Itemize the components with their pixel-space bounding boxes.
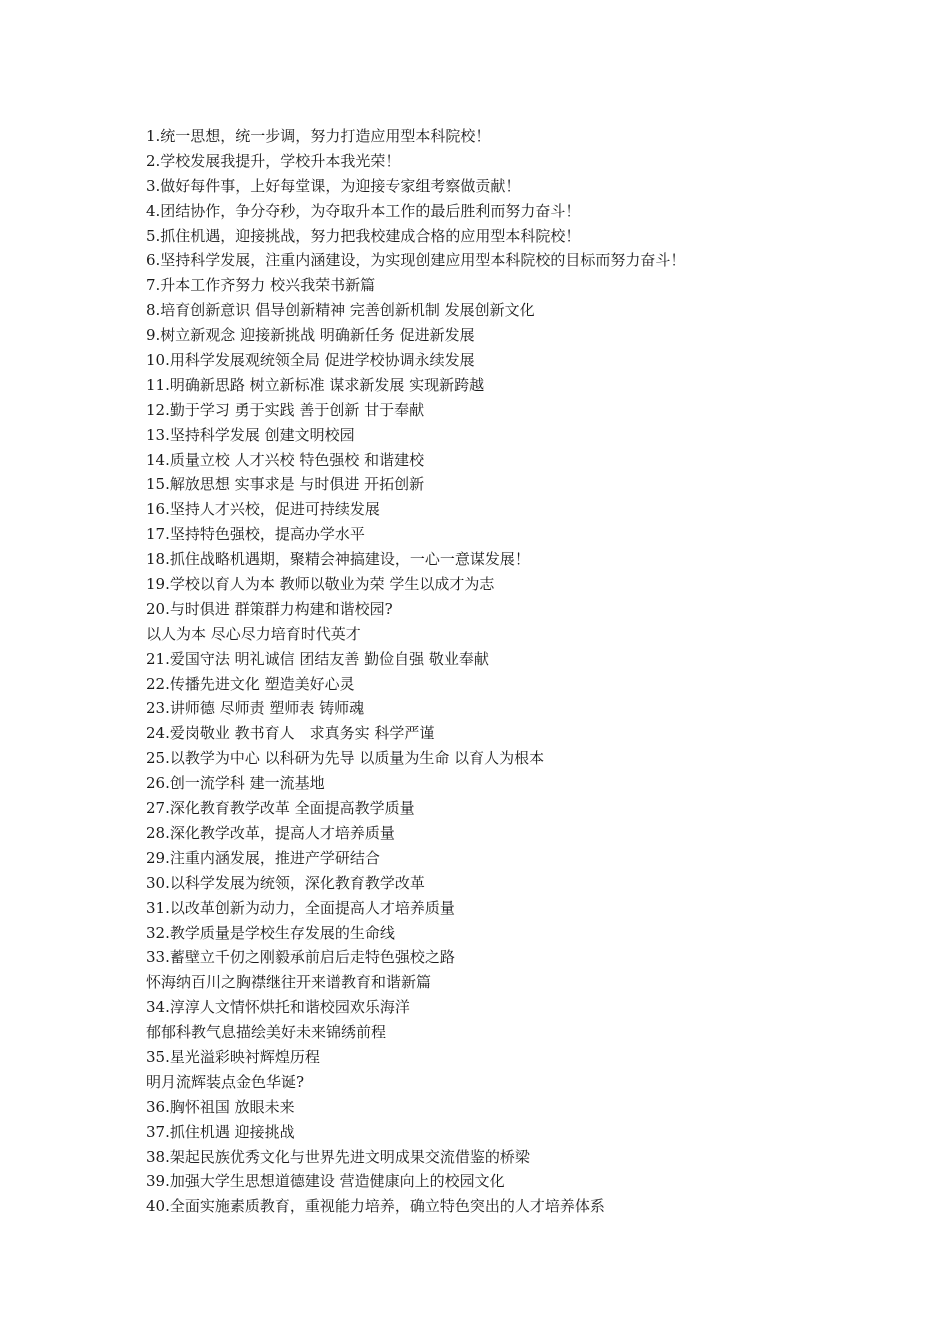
slogan-line: 15.解放思想 实事求是 与时俱进 开拓创新 (146, 475, 425, 494)
slogan-line: 2.学校发展我提升，学校升本我光荣！ (146, 151, 401, 170)
slogan-line: 27.深化教育教学改革 全面提高教学质量 (146, 799, 415, 818)
slogan-line: 40.全面实施素质教育，重视能力培养，确立特色突出的人才培养体系 (146, 1197, 605, 1216)
slogan-line: 39.加强大学生思想道德建设 营造健康向上的校园文化 (146, 1172, 505, 1191)
slogan-line: 郁郁科教气息描绘美好未来锦绣前程 (146, 1023, 387, 1042)
slogan-line: 34.淳淳人文情怀烘托和谐校园欢乐海洋 (146, 998, 410, 1017)
slogan-line: 16.坚持人才兴校，促进可持续发展 (146, 500, 380, 519)
slogan-line: 10.用科学发展观统领全局 促进学校协调永续发展 (146, 351, 475, 370)
slogan-line: 37.抓住机遇 迎接挑战 (146, 1122, 295, 1141)
slogan-line: 25.以教学为中心 以科研为先导 以质量为生命 以育人为根本 (146, 749, 545, 768)
slogan-line: 4.团结协作，争分夺秒，为夺取升本工作的最后胜利而努力奋斗！ (146, 201, 581, 220)
slogan-line: 13.坚持科学发展 创建文明校园 (146, 425, 355, 444)
slogan-line: 23.讲师德 尽师责 塑师表 铸师魂 (146, 699, 365, 718)
slogan-line: 11.明确新思路 树立新标准 谋求新发展 实现新跨越 (146, 375, 485, 394)
slogan-line: 1.统一思想，统一步调，努力打造应用型本科院校！ (146, 127, 491, 145)
slogan-line: 5.抓住机遇，迎接挑战，努力把我校建成合格的应用型本科院校！ (146, 226, 581, 245)
slogan-line: 32.教学质量是学校生存发展的生命线 (146, 923, 395, 942)
slogan-line: 19.学校以育人为本 教师以敬业为荣 学生以成才为志 (146, 575, 495, 594)
slogan-line: 14.质量立校 人才兴校 特色强校 和谐建校 (146, 450, 425, 469)
slogan-line: 21.爱国守法 明礼诚信 团结友善 勤俭自强 敬业奉献 (146, 649, 489, 668)
slogan-line: 17.坚持特色强校，提高办学水平 (146, 525, 365, 544)
slogan-line: 29.注重内涵发展，推进产学研结合 (146, 848, 380, 867)
slogan-line: 26.创一流学科 建一流基地 (146, 774, 325, 793)
slogan-line: 30.以科学发展为统领，深化教育教学改革 (146, 873, 425, 892)
slogan-line: 33.蓄壁立千仞之刚毅承前启后走特色强校之路 (146, 948, 455, 967)
slogan-list (146, 124, 866, 1219)
slogan-line: 以人为本 尽心尽力培育时代英才 (146, 624, 361, 643)
slogan-line: 22.传播先进文化 塑造美好心灵 (146, 674, 355, 693)
slogan-line: 35.星光溢彩映衬辉煌历程 (146, 1047, 320, 1066)
slogan-line: 3.做好每件事，上好每堂课，为迎接专家组考察做贡献！ (146, 176, 521, 195)
slogan-line: 24.爱岗敬业 教书育人 求真务实 科学严谨 (146, 724, 435, 743)
slogan-line: 7.升本工作齐努力 校兴我荣书新篇 (146, 276, 376, 295)
slogan-line: 18.抓住战略机遇期，聚精会神搞建设，一心一意谋发展！ (146, 550, 530, 569)
slogan-line: 36.胸怀祖国 放眼未来 (146, 1097, 295, 1116)
slogan-line: 31.以改革创新为动力，全面提高人才培养质量 (146, 898, 455, 917)
slogan-line: 12.勤于学习 勇于实践 善于创新 甘于奉献 (146, 400, 425, 419)
slogan-line: 20.与时俱进 群策群力构建和谐校园? (146, 599, 393, 618)
slogan-line: 9.树立新观念 迎接新挑战 明确新任务 促进新发展 (146, 326, 475, 345)
slogan-line: 28.深化教学改革，提高人才培养质量 (146, 823, 395, 842)
slogan-line: 38.架起民族优秀文化与世界先进文明成果交流借鉴的桥梁 (146, 1147, 530, 1166)
slogan-line: 怀海纳百川之胸襟继往开来谱教育和谐新篇 (146, 973, 432, 992)
slogan-line: 8.培育创新意识 倡导创新精神 完善创新机制 发展创新文化 (146, 301, 535, 320)
slogan-line: 明月流辉装点金色华诞? (146, 1072, 305, 1091)
slogan-line: 6.坚持科学发展，注重内涵建设，为实现创建应用型本科院校的目标而努力奋斗！ (146, 251, 686, 270)
